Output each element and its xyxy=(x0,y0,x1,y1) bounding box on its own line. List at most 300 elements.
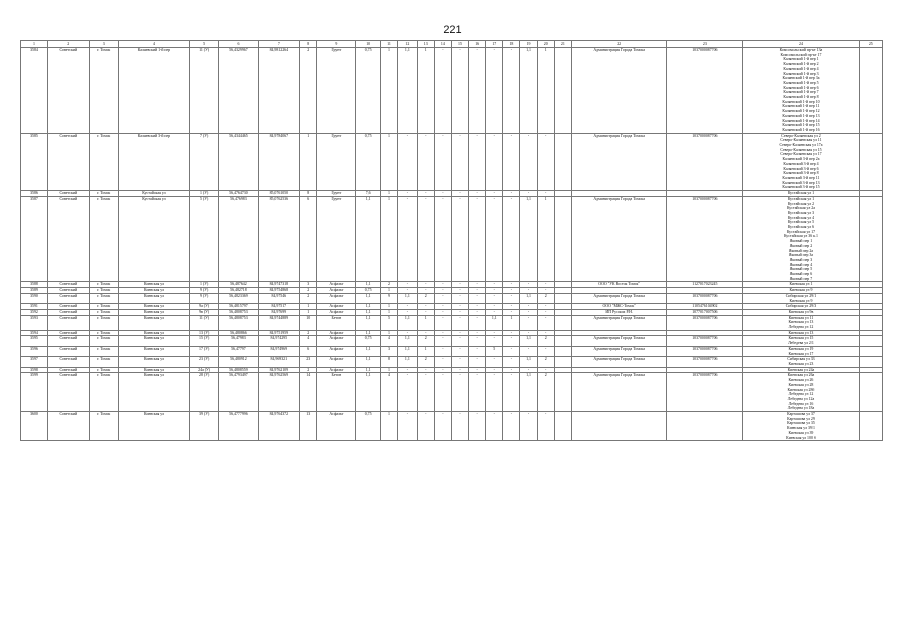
cell-city: г. Томск xyxy=(89,373,118,412)
cell-num: 3597 xyxy=(21,357,48,367)
cell-c16: - xyxy=(469,315,486,330)
cell-c10: 1,1 xyxy=(356,282,380,288)
cell-c11: 1 xyxy=(380,288,397,294)
cell-num: 3590 xyxy=(21,293,48,303)
cell-empty xyxy=(859,196,882,282)
cell-owner: Администрация Города Томска xyxy=(571,196,667,282)
cell-c10: 1,1 xyxy=(356,357,380,367)
cell-inn: 1037000087706 xyxy=(667,346,743,356)
cell-c14: - xyxy=(434,315,451,330)
cell-inn: 1037000087706 xyxy=(667,357,743,367)
cell-c12: 1,1 xyxy=(398,346,418,356)
cell-c18: - xyxy=(503,133,520,190)
column-header: 7 xyxy=(258,41,300,48)
cell-district: Советский xyxy=(47,293,89,303)
address-line: Кустайская ул 17 xyxy=(786,229,816,234)
cell-lon: 85,0762536 xyxy=(258,196,300,282)
cell-lon: 84,9762569 xyxy=(258,373,300,412)
cell-c13: - xyxy=(417,373,434,412)
cell-house: 23 (У) xyxy=(189,357,218,367)
cell-owner: Администрация Города Томска xyxy=(571,293,667,303)
cell-c12: - xyxy=(398,191,418,197)
cell-addresses xyxy=(743,196,859,282)
cell-c18: - xyxy=(503,282,520,288)
cell-num: 3594 xyxy=(21,330,48,336)
address-line: Лебедева ул 12а xyxy=(787,396,815,401)
cell-c14: - xyxy=(434,293,451,303)
cell-empty xyxy=(859,373,882,412)
cell-c10: 0,75 xyxy=(356,288,380,294)
cell-c20: - xyxy=(537,282,554,288)
cell-c16: - xyxy=(469,282,486,288)
cell-street: Киевская ул xyxy=(118,293,189,303)
cell-city: г. Томск xyxy=(89,133,118,190)
cell-c17: - xyxy=(486,293,503,303)
cell-c12: 1,1 xyxy=(398,293,418,303)
cell-c19: 1,1 xyxy=(520,373,537,412)
cell-empty xyxy=(859,412,882,441)
address-line: Киевская ул 100 б xyxy=(786,435,816,440)
cell-owner: ИП Русских Р.Н. xyxy=(571,309,667,315)
address-line: Лебедева ул 12 xyxy=(788,392,814,397)
cell-c10: 1,1 xyxy=(356,315,380,330)
cell-c19: - xyxy=(520,315,537,330)
cell-c13: - xyxy=(417,330,434,336)
cell-lat: 56,480866 xyxy=(219,330,258,336)
cell-c16: - xyxy=(469,357,486,367)
cell-c17: - xyxy=(486,412,503,441)
cell-c11: 1 xyxy=(380,48,397,134)
cell-c16: - xyxy=(469,191,486,197)
cell-lon: 84,9751959 xyxy=(258,330,300,336)
cell-c16: - xyxy=(469,133,486,190)
cell-c18: - xyxy=(503,357,520,367)
cell-lon: 84,974295 xyxy=(258,336,300,346)
cell-city: г. Томск xyxy=(89,346,118,356)
cell-surface: Бетон xyxy=(317,373,356,412)
cell-c14: - xyxy=(434,133,451,190)
cell-owner xyxy=(571,412,667,441)
column-header: 1 xyxy=(21,41,48,48)
cell-c19: - xyxy=(520,282,537,288)
cell-inn: 1037000087706 xyxy=(667,315,743,330)
address-line: Яковый пер 1 xyxy=(789,239,813,244)
address-line: Каляевский 1-й пер 5 xyxy=(783,80,819,85)
cell-c17: - xyxy=(486,309,503,315)
cell-c8: 13 xyxy=(300,412,317,441)
cell-c15: - xyxy=(451,336,468,346)
cell-c11: 3 xyxy=(380,346,397,356)
cell-district: Советский xyxy=(47,346,89,356)
address-line: Северо-Каляевская ул 17а xyxy=(779,143,823,148)
cell-c17: - xyxy=(486,196,503,282)
cell-c14: - xyxy=(434,304,451,310)
cell-empty xyxy=(859,48,882,134)
cell-lat: 56,4815797 xyxy=(219,304,258,310)
cell-lon: 84,9764372 xyxy=(258,412,300,441)
address-line: Карташова ул 37 xyxy=(787,412,815,417)
cell-inn: 1127017023245 xyxy=(667,282,743,288)
cell-c17: - xyxy=(486,367,503,373)
address-line: Лебедева ул 2/1 xyxy=(788,341,814,346)
cell-c15: - xyxy=(451,133,468,190)
cell-inn: 1077017007506 xyxy=(667,309,743,315)
cell-addresses xyxy=(743,336,859,346)
cell-c8: 8 xyxy=(300,191,317,197)
cell-city: г. Томск xyxy=(89,357,118,367)
cell-owner: Администрация Города Томска xyxy=(571,373,667,412)
cell-lat: 56,4793497 xyxy=(219,373,258,412)
cell-lat: 56,47797 xyxy=(219,346,258,356)
cell-city: г. Томск xyxy=(89,309,118,315)
cell-empty xyxy=(554,48,571,134)
cell-c12: 1,1 xyxy=(398,315,418,330)
address-line: Киевская ул 17 xyxy=(788,351,814,356)
address-line: Комсомольский пр-кт 17 xyxy=(780,52,822,57)
cell-c18: - xyxy=(503,367,520,373)
column-header: 12 xyxy=(398,41,418,48)
column-header: 14 xyxy=(434,41,451,48)
cell-district: Советский xyxy=(47,133,89,190)
cell-c15: - xyxy=(451,48,468,134)
cell-c13: 2 xyxy=(417,357,434,367)
address-line: Киевская ул 26а xyxy=(787,373,815,378)
cell-c10: 1,1 xyxy=(356,330,380,336)
cell-c14: - xyxy=(434,373,451,412)
cell-surface: Асфальт xyxy=(317,357,356,367)
address-line: Киевская ул 39 xyxy=(788,430,814,435)
address-line: Киевская ул 15 xyxy=(788,336,814,341)
cell-num: 3588 xyxy=(21,282,48,288)
cell-street: Киевская ул xyxy=(118,330,189,336)
cell-c15: - xyxy=(451,330,468,336)
column-header: 16 xyxy=(469,41,486,48)
cell-district: Советский xyxy=(47,48,89,134)
cell-district: Советский xyxy=(47,357,89,367)
cell-c14: - xyxy=(434,330,451,336)
cell-c12: - xyxy=(398,133,418,190)
column-header: 17 xyxy=(486,41,503,48)
cell-lat: 56,4764730 xyxy=(219,191,258,197)
cell-c17: - xyxy=(486,288,503,294)
cell-city: г. Томск xyxy=(89,48,118,134)
cell-c18: - xyxy=(503,196,520,282)
cell-district: Советский xyxy=(47,196,89,282)
cell-c18: - xyxy=(503,293,520,303)
column-header: 25 xyxy=(859,41,882,48)
cell-lat: 56,4823369 xyxy=(219,293,258,303)
cell-inn: 1037000087706 xyxy=(667,133,743,190)
cell-c13: 1 xyxy=(417,315,434,330)
address-line: Кустайская ул 2 xyxy=(787,201,815,206)
cell-empty xyxy=(554,346,571,356)
cell-c14: - xyxy=(434,196,451,282)
cell-district: Советский xyxy=(47,309,89,315)
address-line: Киевская ул 24а xyxy=(787,367,815,372)
cell-c20: - xyxy=(537,309,554,315)
cell-c8: 1 xyxy=(300,304,317,310)
cell-c12: - xyxy=(398,412,418,441)
cell-inn: 1037000087706 xyxy=(667,336,743,346)
cell-num: 3585 xyxy=(21,133,48,190)
cell-lon: 84,9784067 xyxy=(258,133,300,190)
cell-c16: - xyxy=(469,48,486,134)
column-header: 11 xyxy=(380,41,397,48)
cell-c18: 1 xyxy=(503,315,520,330)
cell-inn: 1037000087706 xyxy=(667,48,743,134)
cell-owner: Администрация Города Томска xyxy=(571,315,667,330)
address-line: Каляевский 1-й пер 13 xyxy=(782,113,820,118)
cell-addresses xyxy=(743,373,859,412)
cell-city: г. Томск xyxy=(89,336,118,346)
cell-street: Киевская ул xyxy=(118,304,189,310)
cell-c14: - xyxy=(434,346,451,356)
cell-street: Киевская ул xyxy=(118,346,189,356)
cell-c20: 2 xyxy=(537,357,554,367)
cell-street: Киевская ул xyxy=(118,315,189,330)
cell-lat: 56,4344465 xyxy=(219,133,258,190)
cell-c14: - xyxy=(434,282,451,288)
cell-num: 3593 xyxy=(21,315,48,330)
cell-c11: 9 xyxy=(380,293,397,303)
cell-street: Каляевский 1-й пер xyxy=(118,48,189,134)
cell-addresses xyxy=(743,315,859,330)
cell-c8: 2 xyxy=(300,330,317,336)
cell-addresses xyxy=(743,48,859,134)
cell-empty xyxy=(554,373,571,412)
cell-surface: Грунт xyxy=(317,48,356,134)
address-line: Каляевский 1-й пер 12 xyxy=(782,109,820,114)
cell-district: Советский xyxy=(47,304,89,310)
cell-c15: - xyxy=(451,196,468,282)
address-line: Сибирская ул 33 xyxy=(787,357,815,362)
cell-house: 15 (У) xyxy=(189,336,218,346)
cell-num: 3598 xyxy=(21,367,48,373)
table-row xyxy=(21,346,883,356)
cell-c16: - xyxy=(469,293,486,303)
cell-c10: 0,75 xyxy=(356,48,380,134)
header-row xyxy=(21,41,883,48)
address-line: Кустайская ул 3 xyxy=(787,210,815,215)
address-line: Северо-Каляевская ул 11 xyxy=(780,138,822,143)
cell-c11: 1 xyxy=(380,191,397,197)
cell-district: Советский xyxy=(47,367,89,373)
address-line: Киевская ул 9 xyxy=(789,288,813,293)
cell-lat: 56,47983 xyxy=(219,336,258,346)
cell-c18: - xyxy=(503,309,520,315)
cell-lat: 56,476983 xyxy=(219,196,258,282)
cell-c11: 1 xyxy=(380,196,397,282)
cell-c16: - xyxy=(469,367,486,373)
cell-street: Киевская ул xyxy=(118,282,189,288)
cell-c16: - xyxy=(469,288,486,294)
address-line: Карташова ул 29 xyxy=(787,416,815,421)
cell-city: г. Томск xyxy=(89,315,118,330)
cell-owner: Администрация Города Томска xyxy=(571,133,667,190)
cell-c12: - xyxy=(398,196,418,282)
cell-c12: - xyxy=(398,367,418,373)
address-line: Каляевский 3-й пер 4 xyxy=(783,161,819,166)
cell-c18: - xyxy=(503,412,520,441)
address-line: Киевская ул 13 xyxy=(788,330,814,335)
cell-empty xyxy=(554,133,571,190)
address-line: Киевская ул 1 xyxy=(789,282,813,287)
address-line: Каляевский 1-й пер 11 xyxy=(782,104,820,109)
table-row xyxy=(21,293,883,303)
cell-c17: 1,1 xyxy=(486,315,503,330)
cell-c11: 8 xyxy=(380,357,397,367)
cell-c14: - xyxy=(434,309,451,315)
cell-lat: 56,4329967 xyxy=(219,48,258,134)
column-header: 4 xyxy=(118,41,189,48)
cell-c11: 1 xyxy=(380,367,397,373)
cell-c19: 1,1 xyxy=(520,196,537,282)
cell-district: Советский xyxy=(47,282,89,288)
cell-c13: - xyxy=(417,133,434,190)
cell-c12: 1,1 xyxy=(398,357,418,367)
cell-c10: 1,1 xyxy=(356,373,380,412)
column-header: 9 xyxy=(317,41,356,48)
cell-c14: - xyxy=(434,191,451,197)
cell-c12: 1,1 xyxy=(398,48,418,134)
cell-c11: 1 xyxy=(380,330,397,336)
cell-house: 24а (У) xyxy=(189,367,218,373)
cell-c20: - xyxy=(537,133,554,190)
cell-c20: - xyxy=(537,304,554,310)
cell-c15: - xyxy=(451,288,468,294)
registry-table-sheet xyxy=(20,40,883,441)
cell-c12: - xyxy=(398,309,418,315)
cell-num: 3586 xyxy=(21,191,48,197)
cell-c14: - xyxy=(434,357,451,367)
cell-c19: - xyxy=(520,304,537,310)
cell-empty xyxy=(554,357,571,367)
address-line: Лебедева ул 12 xyxy=(788,325,814,330)
cell-c8: 14 xyxy=(300,373,317,412)
table-row xyxy=(21,336,883,346)
cell-num: 3591 xyxy=(21,304,48,310)
cell-c12: 1,1 xyxy=(398,336,418,346)
column-header: 18 xyxy=(503,41,520,48)
cell-c13: - xyxy=(417,288,434,294)
cell-c11: 1 xyxy=(380,309,397,315)
cell-c19: - xyxy=(520,309,537,315)
table-row xyxy=(21,357,883,367)
cell-c17: - xyxy=(486,304,503,310)
address-line: Киевская ул 9 xyxy=(789,298,813,303)
cell-c19: - xyxy=(520,330,537,336)
cell-city: г. Томск xyxy=(89,288,118,294)
cell-c14: - xyxy=(434,367,451,373)
cell-c18: - xyxy=(503,373,520,412)
cell-house: 11 (У) xyxy=(189,315,218,330)
address-line: Каляевский 3-й пер 6 xyxy=(783,166,819,171)
cell-c11: 1 xyxy=(380,412,397,441)
cell-surface: Асфальт xyxy=(317,304,356,310)
cell-lon: 84,97546 xyxy=(258,293,300,303)
page-number: 221 xyxy=(443,24,462,36)
cell-c15: - xyxy=(451,304,468,310)
address-line: Киевская ул 13 xyxy=(788,320,814,325)
cell-num: 3592 xyxy=(21,309,48,315)
cell-c14: - xyxy=(434,288,451,294)
address-line: Яковый пер 3 xyxy=(789,257,813,262)
cell-c10: 0,75 xyxy=(356,412,380,441)
cell-num: 3584 xyxy=(21,48,48,134)
table-row xyxy=(21,373,883,412)
column-header: 20 xyxy=(537,41,554,48)
cell-empty xyxy=(859,357,882,367)
cell-city: г. Томск xyxy=(89,412,118,441)
address-line: Кустайская ул 5 xyxy=(787,220,815,225)
address-line: Каляевский 1-й пер 6 xyxy=(783,85,819,90)
cell-num: 3600 xyxy=(21,412,48,441)
cell-surface: Грунт xyxy=(317,196,356,282)
cell-lon: 84,974969 xyxy=(258,346,300,356)
cell-lon: 84,969321 xyxy=(258,357,300,367)
address-line: Яковый пер 3а xyxy=(788,253,814,258)
cell-district: Советский xyxy=(47,315,89,330)
address-line: Каляевский 3-й пер 8 xyxy=(783,171,819,176)
cell-empty xyxy=(554,412,571,441)
cell-c11: 2 xyxy=(380,282,397,288)
cell-c10: 1,1 xyxy=(356,293,380,303)
cell-district: Советский xyxy=(47,336,89,346)
cell-addresses xyxy=(743,412,859,441)
cell-c16: - xyxy=(469,330,486,336)
column-header: 8 xyxy=(300,41,317,48)
address-line: Киевская ул 28б xyxy=(787,387,815,392)
column-header: 21 xyxy=(554,41,571,48)
address-line: Каляевский 1-й пер 3а xyxy=(782,76,820,81)
address-line: Комсомольский пр-кт 13а xyxy=(779,48,823,52)
table-row xyxy=(21,196,883,282)
cell-empty xyxy=(859,293,882,303)
cell-c17: 5 xyxy=(486,346,503,356)
cell-house: 9в (У) xyxy=(189,309,218,315)
cell-c20: - xyxy=(537,412,554,441)
cell-c10: 1,1 xyxy=(356,304,380,310)
cell-c13: 1 xyxy=(417,346,434,356)
cell-c13: 1 xyxy=(417,48,434,134)
address-line: Киевская ул 23 xyxy=(788,362,814,366)
cell-c20: 2 xyxy=(537,336,554,346)
column-header: 5 xyxy=(189,41,218,48)
cell-c15: - xyxy=(451,346,468,356)
cell-c19: - xyxy=(520,367,537,373)
cell-c15: - xyxy=(451,282,468,288)
cell-surface: Бетон xyxy=(317,315,356,330)
cell-c20: - xyxy=(537,367,554,373)
cell-lat: 56,487642 xyxy=(219,282,258,288)
cell-district: Советский xyxy=(47,288,89,294)
cell-c15: - xyxy=(451,315,468,330)
cell-owner: Администрация Города Томска xyxy=(571,48,667,134)
cell-c8: 4 xyxy=(300,336,317,346)
cell-c8: 2 xyxy=(300,48,317,134)
cell-street: Киевская ул xyxy=(118,288,189,294)
cell-lat: 56,4777996 xyxy=(219,412,258,441)
cell-c19: 1,1 xyxy=(520,48,537,134)
cell-c17: - xyxy=(486,48,503,134)
cell-c17: - xyxy=(486,330,503,336)
table-row xyxy=(21,48,883,134)
cell-empty xyxy=(859,133,882,190)
address-line: Каляевский 1-й пер 4 xyxy=(783,66,819,71)
cell-c13: 2 xyxy=(417,293,434,303)
cell-addresses xyxy=(743,293,859,303)
cell-city: г. Томск xyxy=(89,191,118,197)
